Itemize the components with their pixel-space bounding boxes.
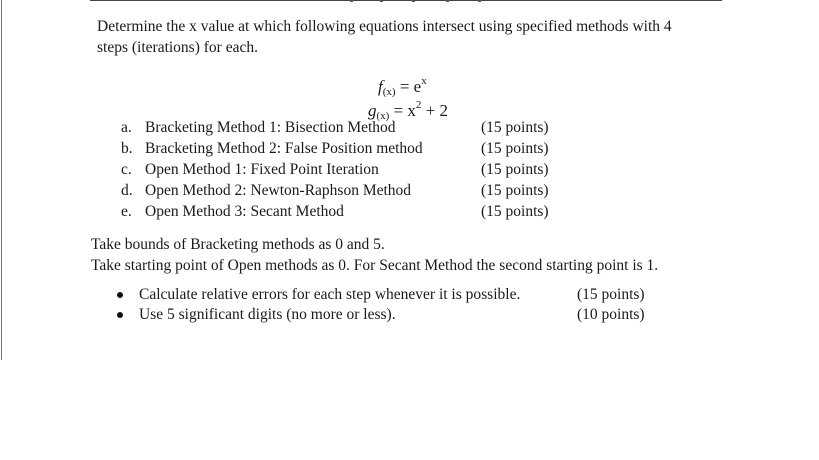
list-item-points: (15 points): [481, 161, 549, 178]
equation-g-rhs: = x: [393, 101, 416, 120]
equation-g-suffix: + 2: [421, 101, 449, 120]
equation-g-arg: (x): [376, 110, 390, 122]
list-item-marker: c.: [121, 161, 132, 178]
equation-g-exp: 2: [415, 99, 422, 111]
list-item-label: Open Method 1: Fixed Point Iteration: [145, 161, 379, 178]
equation-g-name: g: [368, 101, 377, 120]
list-item-label: Open Method 3: Secant Method: [145, 203, 344, 220]
list-item-label: Open Method 2: Newton-Raphson Method: [145, 182, 412, 199]
note-bounds: Take bounds of Bracketing methods as 0 and 5.: [91, 236, 385, 253]
bullet-marker: [117, 312, 123, 318]
equation-f-name: f: [378, 77, 383, 96]
left-border: [1, 0, 2, 360]
cut-off-text-marks: [350, 0, 490, 4]
list-item-label: Bracketing Method 2: False Position method: [145, 140, 423, 157]
list-item-points: (15 points): [481, 140, 549, 157]
list-item-points: (15 points): [481, 203, 549, 220]
list-item-label: Bracketing Method 1: Bisection Method: [145, 119, 396, 136]
bullet-label: Use 5 significant digits (no more or less).: [139, 306, 396, 323]
list-item-marker: d.: [121, 182, 133, 199]
note-starting-points: Take starting point of Open methods as 0. For Secant Method the second starting point is 1.: [91, 257, 659, 274]
list-item-points: (15 points): [481, 182, 549, 199]
equation-f-rhs: = e: [399, 77, 422, 96]
list-item-marker: e.: [121, 203, 132, 220]
equation-f-exp: x: [421, 75, 427, 87]
bullet-label: Calculate relative errors for each step whenever it is possible.: [139, 286, 521, 303]
bullet-points: (10 points): [577, 306, 645, 323]
equation-f-arg: (x): [382, 86, 396, 98]
list-item-marker: b.: [121, 140, 133, 157]
list-item-points: (15 points): [481, 119, 549, 136]
intro-line-2: steps (iterations) for each.: [97, 39, 258, 56]
bullet-points: (15 points): [577, 286, 645, 303]
list-item-marker: a.: [121, 119, 132, 136]
bullet-marker: [117, 292, 123, 298]
intro-line-1: Determine the x value at which following equations intersect using specified methods with 4: [97, 18, 672, 35]
